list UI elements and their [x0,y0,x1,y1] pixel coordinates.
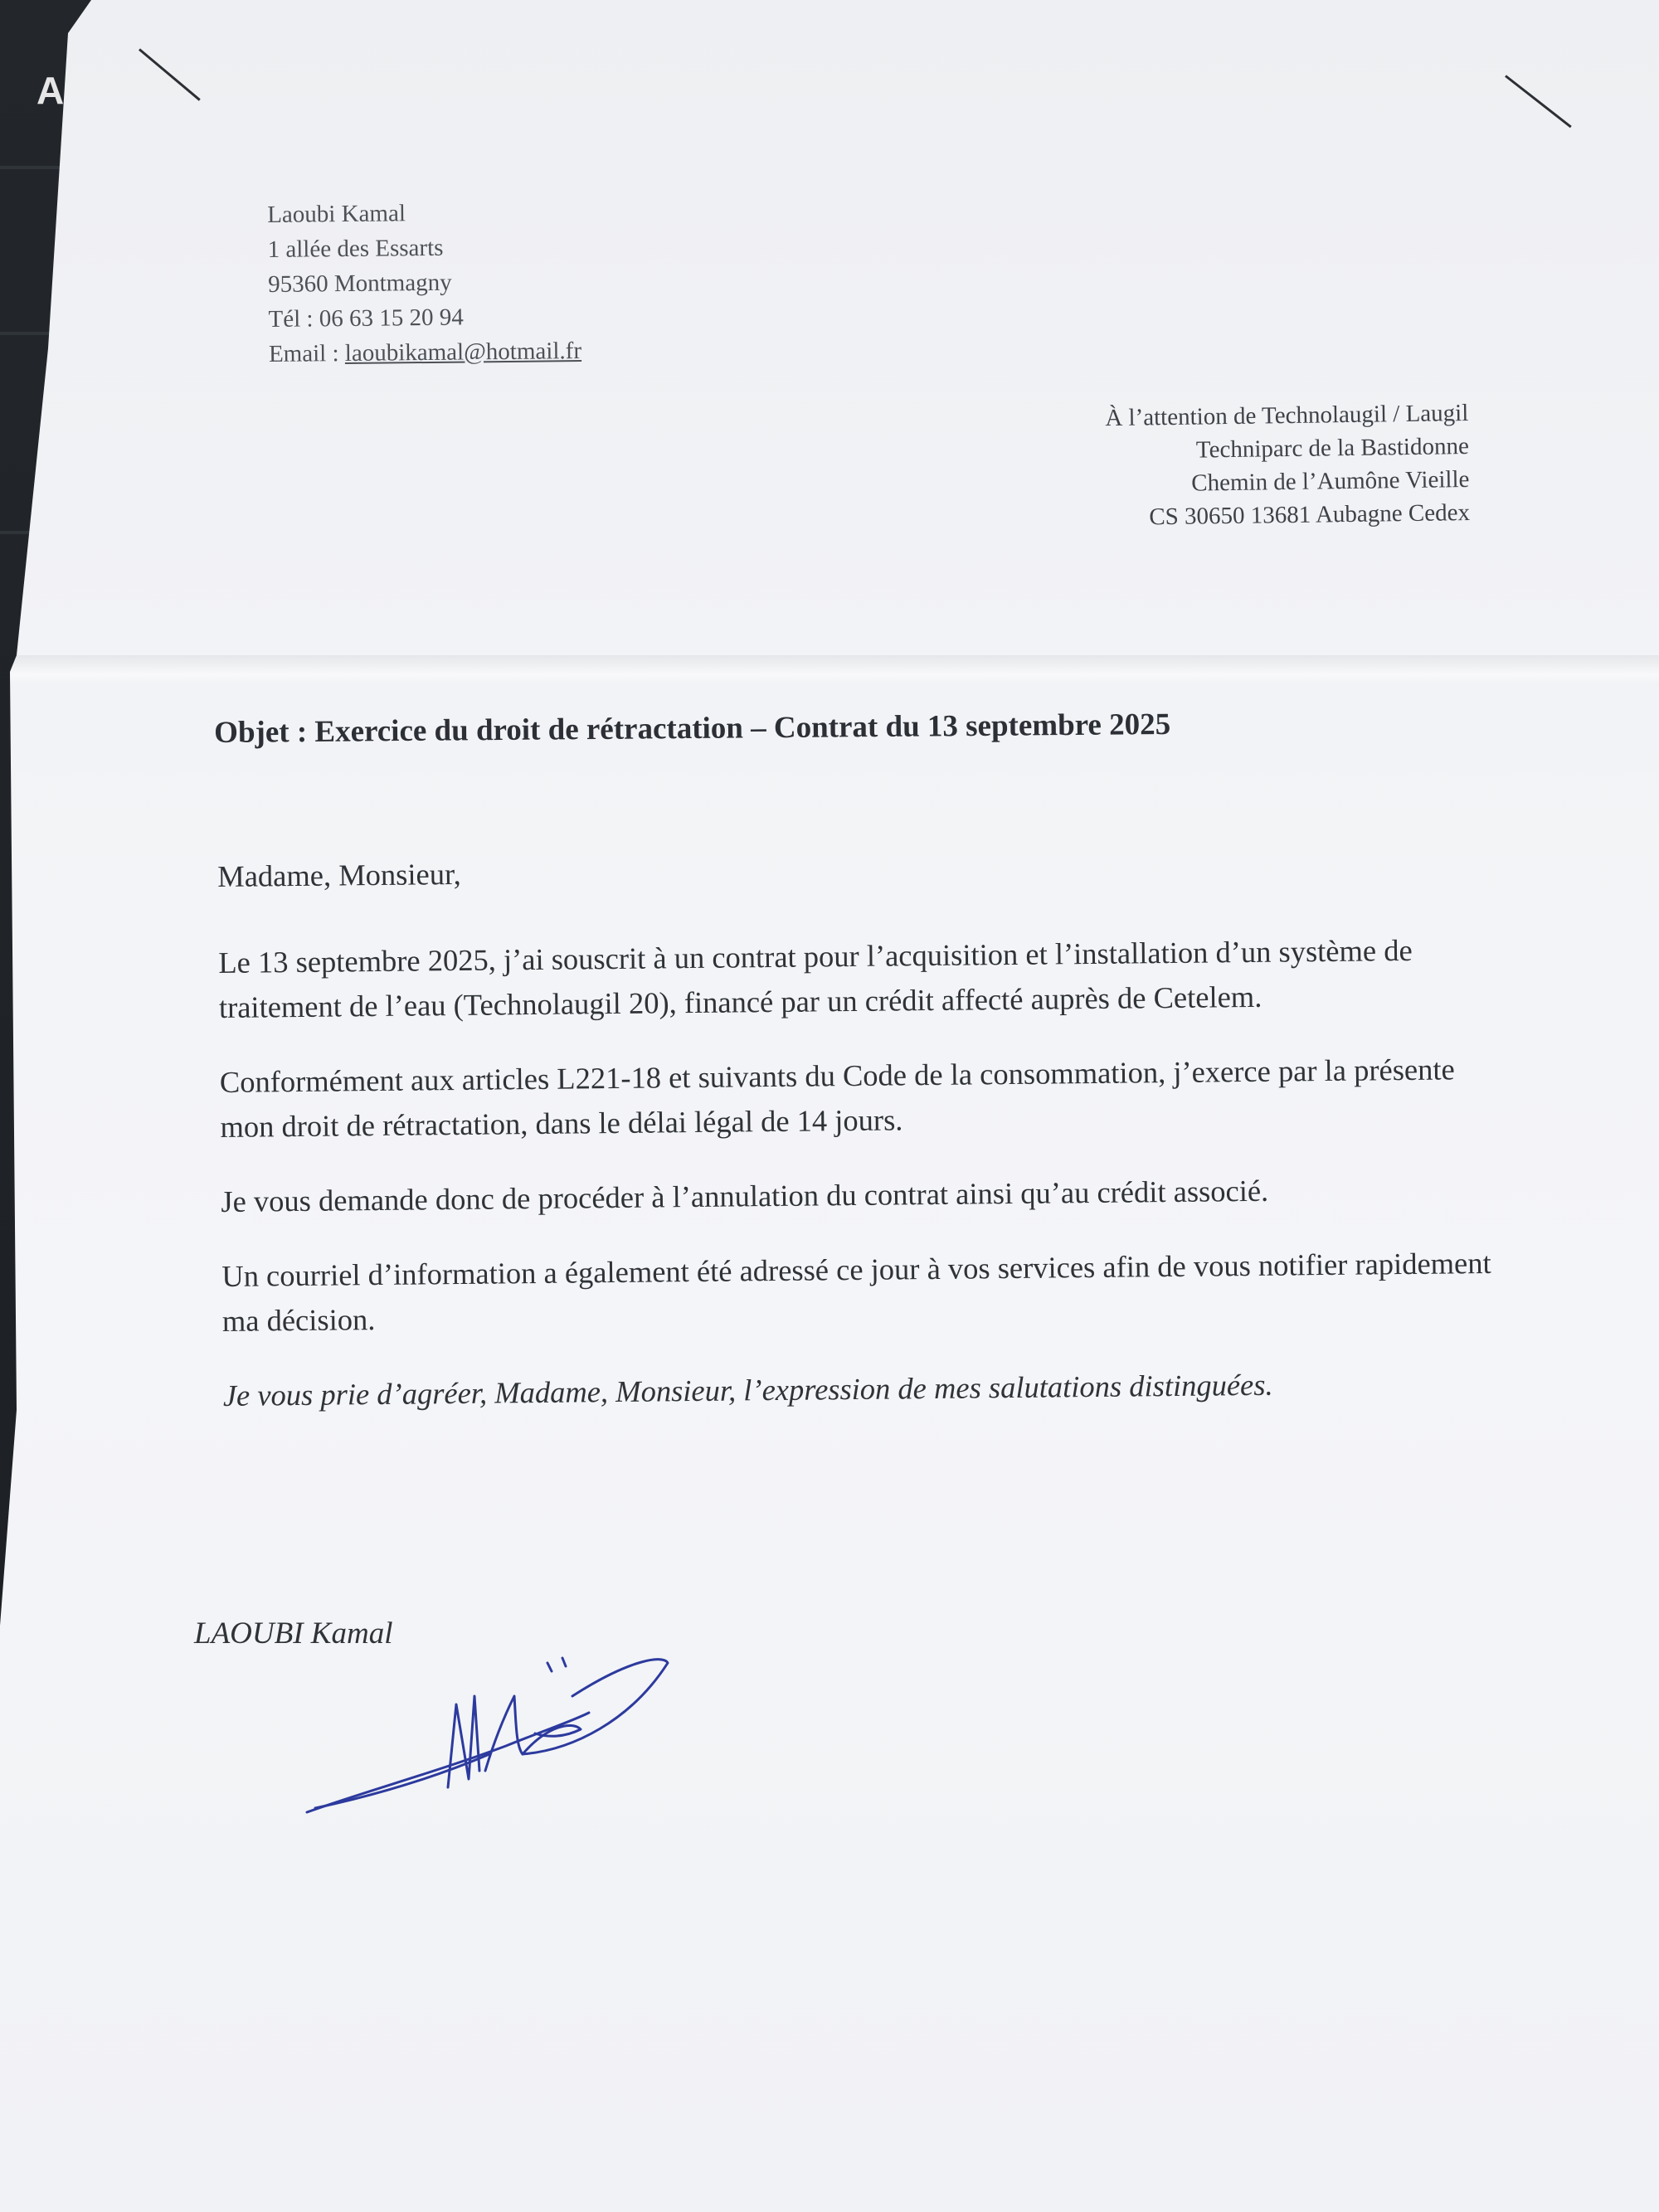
paper-fold-crease [0,655,1659,683]
recipient-address-block [896,396,1470,537]
signature-stroke [547,1658,566,1671]
signer-name: LAOUBI Kamal [194,1616,393,1650]
recipient-line: Techniparc de la Bastidonne [1195,432,1470,464]
body-paragraph: Conformément aux articles L221-18 et suivants du Code de la consommation, j’exerce par la présente mon droit de rétractation, dans le délai légal de 14 jours. [219,1052,1455,1144]
corner-pen-mark [1505,75,1572,128]
recipient-line: Chemin de l’Aumône Vieille [1191,465,1470,497]
sender-street: 1 allée des Essarts [267,234,444,263]
sender-email-link[interactable]: laoubikamal@hotmail.fr [344,338,582,367]
recipient-line: À l’attention de Technolaugil / Laugil [1105,399,1469,432]
body-paragraph: Un courriel d’information a également été adressé ce jour à vos services afin de vous notifier rapidement ma décision. [221,1245,1491,1338]
keyboard-key-letter: A [36,69,65,112]
sender-email-label: Email : [268,340,345,367]
sender-address-block [267,194,581,372]
sender-name: Laoubi Kamal [267,200,406,228]
letter-subject: Objet : Exercice du droit de rétractation – Contrat du 13 septembre 2025 [214,707,1171,750]
corner-pen-mark [139,48,201,100]
signature-stroke [307,1713,589,1812]
body-paragraph: Je vous demande donc de procéder à l’annulation du contrat ainsi qu’au crédit associé. [221,1173,1269,1218]
sender-email-line [269,333,581,372]
signature-stroke [485,1696,581,1771]
salutation: Madame, Monsieur, [217,856,461,893]
sender-phone: Tél : 06 63 15 20 94 [268,304,464,333]
signature-stroke [523,1660,668,1754]
closing-formula: Je vous prie d’agréer, Madame, Monsieur, l’expression de mes salutations distinguées. [222,1367,1273,1412]
handwritten-signature [299,1646,680,1821]
sender-city: 95360 Montmagny [267,269,452,298]
signature-stroke [448,1696,479,1787]
letter-body [217,841,1517,1448]
body-paragraph: Le 13 septembre 2025, j’ai souscrit à un contrat pour l’acquisition et l’installation d’un système de traitement de l’eau (Technolaugil 20), financé par un crédit affecté auprès de Cetelem. [218,932,1413,1024]
recipient-line: CS 30650 13681 Aubagne Cedex [1149,498,1471,531]
